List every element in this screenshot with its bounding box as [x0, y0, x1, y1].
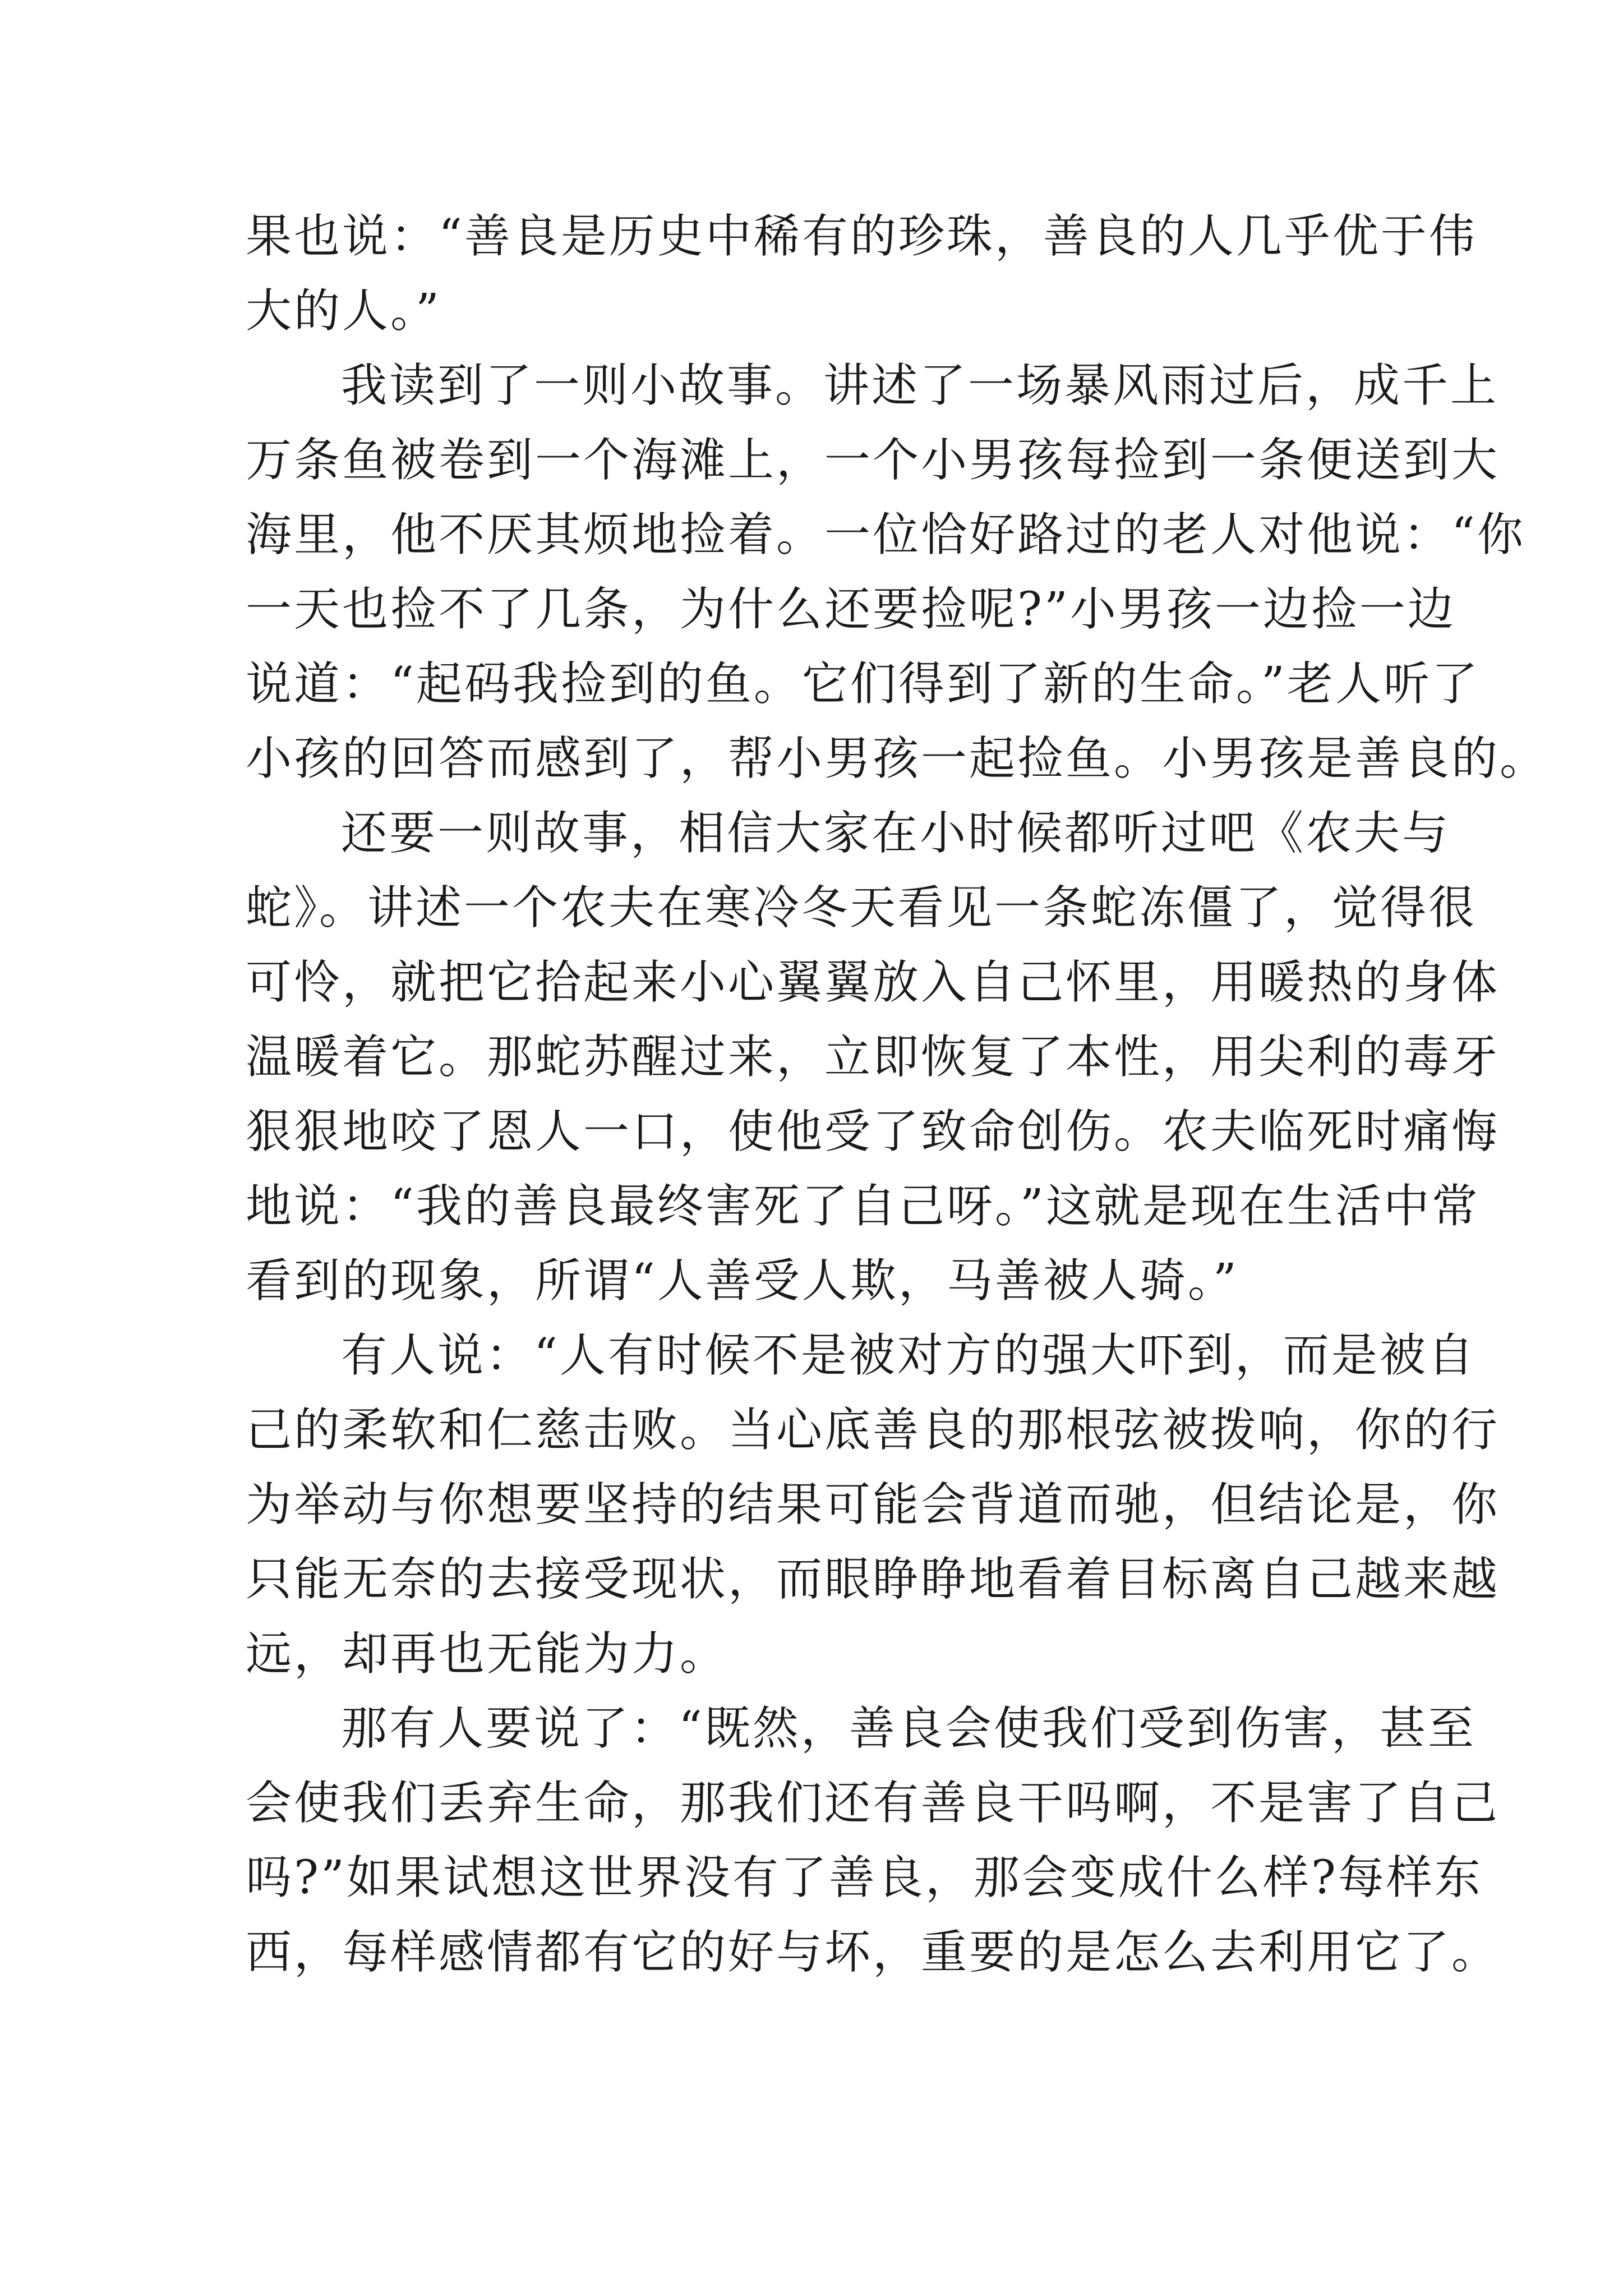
text-line: 只能无奈的去接受现状，而眼睁睁地看着目标离自己越来越 [246, 1553, 1500, 1606]
text-line: 狠狠地咬了恩人一口，使他受了致命创伤。农夫临死时痛悔 [246, 1105, 1500, 1158]
text-line: 地说：“我的善良最终害死了自己呀。”这就是现在生活中常 [246, 1180, 1480, 1233]
text-line: 一天也捡不了几条，为什么还要捡呢?”小男孩一边捡一边 [246, 583, 1456, 636]
text-line: 己的柔软和仁慈击败。当心底善良的那根弦被拨响，你的行 [246, 1404, 1500, 1457]
text-line: 有人说：“人有时候不是被对方的强大吓到，而是被自 [341, 1329, 1476, 1382]
text-line: 为举动与你想要坚持的结果可能会背道而驰，但结论是，你 [246, 1478, 1500, 1531]
paragraph [246, 796, 1500, 1318]
paragraph [246, 199, 1477, 348]
text-line: 那有人要说了：“既然，善良会使我们受到伤害，甚至 [341, 1702, 1476, 1755]
text-line: 万条鱼被卷到一个海滩上，一个小男孩每捡到一条便送到大 [246, 434, 1500, 487]
paragraph [246, 1691, 1500, 1990]
text-line: 果也说：“善良是历史中稀有的珍珠，善良的人几乎优于伟 [246, 210, 1477, 263]
text-line: 大的人。” [246, 284, 441, 338]
document-body [246, 199, 1548, 1990]
text-line: 说道：“起码我捡到的鱼。它们得到了新的生命。”老人听了 [246, 657, 1480, 711]
text-line: 我读到了一则小故事。讲述了一场暴风雨过后，成千上 [341, 359, 1499, 412]
text-line: 吗?”如果试想这世界没有了善良，那会变成什么样?每样东 [246, 1851, 1483, 1904]
text-line: 温暖着它。那蛇苏醒过来，立即恢复了本性，用尖利的毒牙 [246, 1030, 1500, 1084]
paragraph [246, 1318, 1500, 1691]
text-line: 蛇》。讲述一个农夫在寒冷冬天看见一条蛇冻僵了，觉得很 [246, 881, 1477, 935]
text-line: 小孩的回答而感到了，帮小男孩一起捡鱼。小男孩是善良的。 [246, 732, 1548, 785]
text-line: 西，每样感情都有它的好与坏，重要的是怎么去利用它了。 [246, 1926, 1500, 1979]
text-line: 可怜，就把它拾起来小心翼翼放入自己怀里，用暖热的身体 [246, 956, 1500, 1009]
text-line: 海里，他不厌其烦地捡着。一位恰好路过的老人对他说：“你 [246, 508, 1525, 562]
paragraph [246, 348, 1548, 796]
text-line: 远，却再也无能为力。 [246, 1627, 728, 1681]
text-line: 会使我们丢弃生命，那我们还有善良干吗啊，不是害了自己 [246, 1777, 1500, 1830]
text-line: 看到的现象，所谓“人善受人欺，马善被人骑。” [246, 1254, 1239, 1308]
text-line: 还要一则故事，相信大家在小时候都听过吧《农夫与 [341, 807, 1451, 860]
